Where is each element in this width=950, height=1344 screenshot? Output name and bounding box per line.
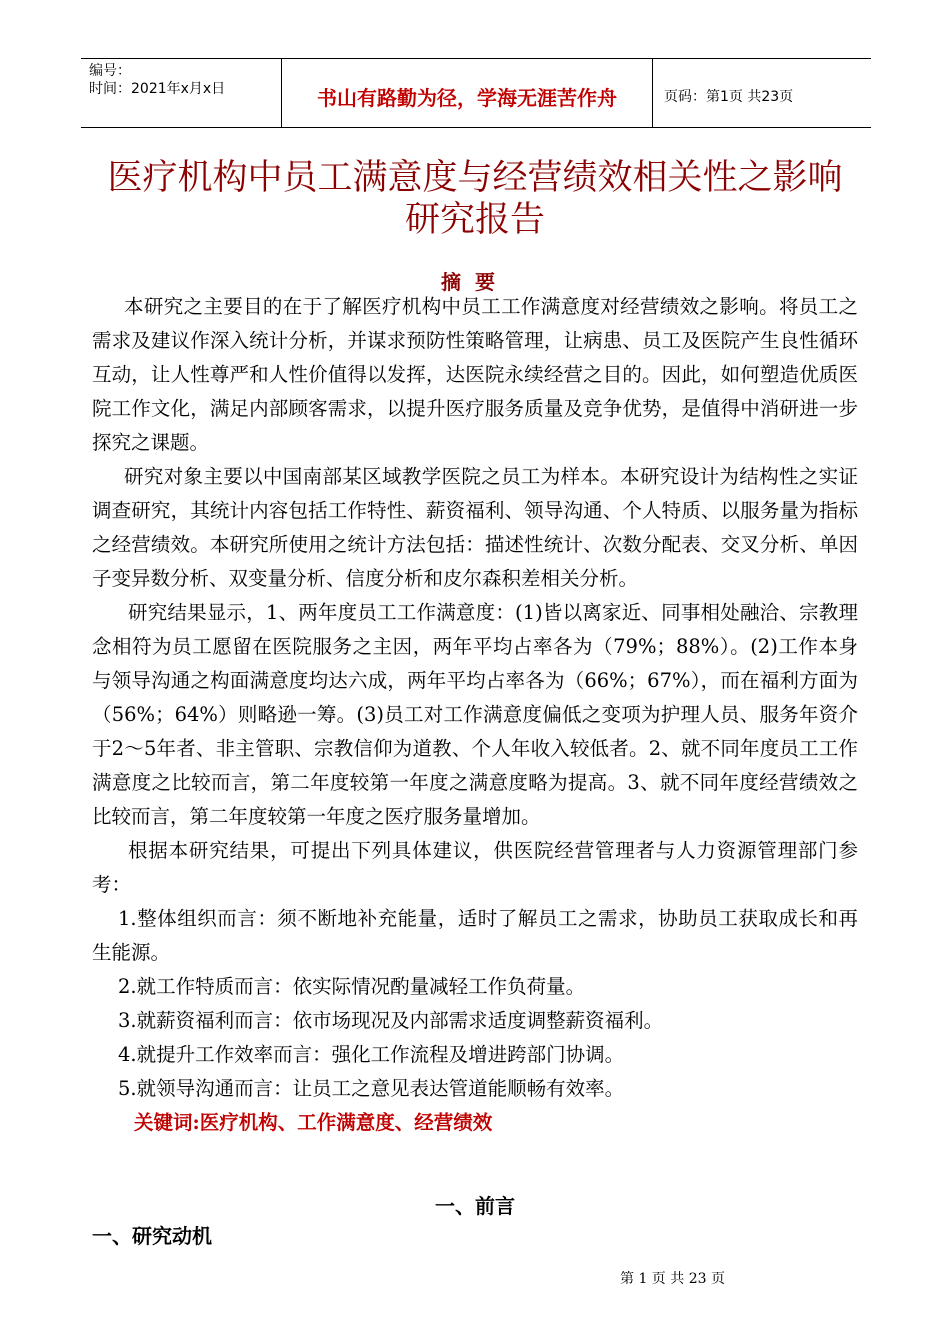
recommendation-item-1: 1.整体组织而言：须不断地补充能量，适时了解员工之需求，协助员工获取成长和再生能源。: [92, 907, 858, 964]
document-time-label: 时间：2021年x月x日: [89, 81, 226, 97]
header-motto: 书山有路勤为径，学海无涯苦作舟: [317, 86, 617, 110]
page-footer: 第 1 页 共 23 页: [620, 1271, 725, 1287]
abstract-body: [92, 290, 858, 1140]
abstract-paragraph-4: 根据本研究结果，可提出下列具体建议，供医院经营管理者与人力资源管理部门参考：: [92, 839, 858, 896]
abstract-paragraph-2: 研究对象主要以中国南部某区域教学医院之员工为样本。本研究设计为结构性之实证调查研究，其统计内容包括工作特性、薪资福利、领导沟通、个人特质、以服务量为指标之经营绩效。本研究所使用之统计方法包括：描述性统计、次数分配表、交叉分析、单因子变异数分析、双变量分析、信度分析和皮尔森积差相关分析。: [92, 465, 858, 590]
recommendation-item-5: 5.就领导沟通而言：让员工之意见表达管道能顺畅有效率。: [118, 1077, 625, 1100]
section-subtitle: 一、研究动机: [92, 1224, 212, 1248]
recommendation-item-3: 3.就薪资福利而言：依市场现况及内部需求适度调整薪资福利。: [118, 1009, 664, 1032]
recommendation-item-2: 2.就工作特质而言：依实际情况酌量减轻工作负荷量。: [118, 975, 586, 998]
header-motto-cell: [281, 59, 653, 127]
document-header: [81, 58, 871, 128]
abstract-heading: 摘要: [441, 270, 509, 294]
document-number-label: 编号：: [89, 63, 131, 79]
keywords: 关键词:医疗机构、工作满意度、经营绩效: [134, 1111, 493, 1134]
section-title: 一、前言: [435, 1194, 515, 1218]
header-page-cell: [652, 59, 871, 127]
abstract-paragraph-1: 本研究之主要目的在于了解医疗机构中员工工作满意度对经营绩效之影响。将员工之需求及建议作深入统计分析，并谋求预防性策略管理，让病患、员工及医院产生良性循环互动，让人性尊严和人性价值得以发挥，达医院永续经营之目的。因此，如何塑造优质医院工作文化，满足内部顾客需求，以提升医疗服务质量及竞争优势，是值得中消研进一步探究之课题。: [92, 295, 858, 454]
header-meta: [81, 59, 281, 127]
recommendation-item-4: 4.就提升工作效率而言：强化工作流程及增进跨部门协调。: [118, 1043, 625, 1066]
document-title-line1: 医疗机构中员工满意度与经营绩效相关性之影响: [107, 158, 843, 198]
header-page-code: 页码：第1页 共23页: [664, 89, 794, 105]
abstract-paragraph-3: 研究结果显示，1、两年度员工工作满意度：(1)皆以离家近、同事相处融洽、宗教理念相符为员工愿留在医院服务之主因，两年平均占率各为（79%；88%）。(2)工作本身与领导沟通之构面满意度均达六成，两年平均占率各为（66%；67%），而在福利方面为（56%；64%）则略逊一筹。(3)员工对工作满意度偏低之变项为护理人员、服务年资介于2～5年者、非主管职、宗教信仰为道教、个人年收入较低者。2、就不同年度员工工作满意度之比较而言，第二年度较第一年度之满意度略为提高。3、就不同年度经营绩效之比较而言，第二年度较第一年度之医疗服务量增加。: [92, 601, 858, 828]
document-title-line2: 研究报告: [404, 200, 545, 240]
